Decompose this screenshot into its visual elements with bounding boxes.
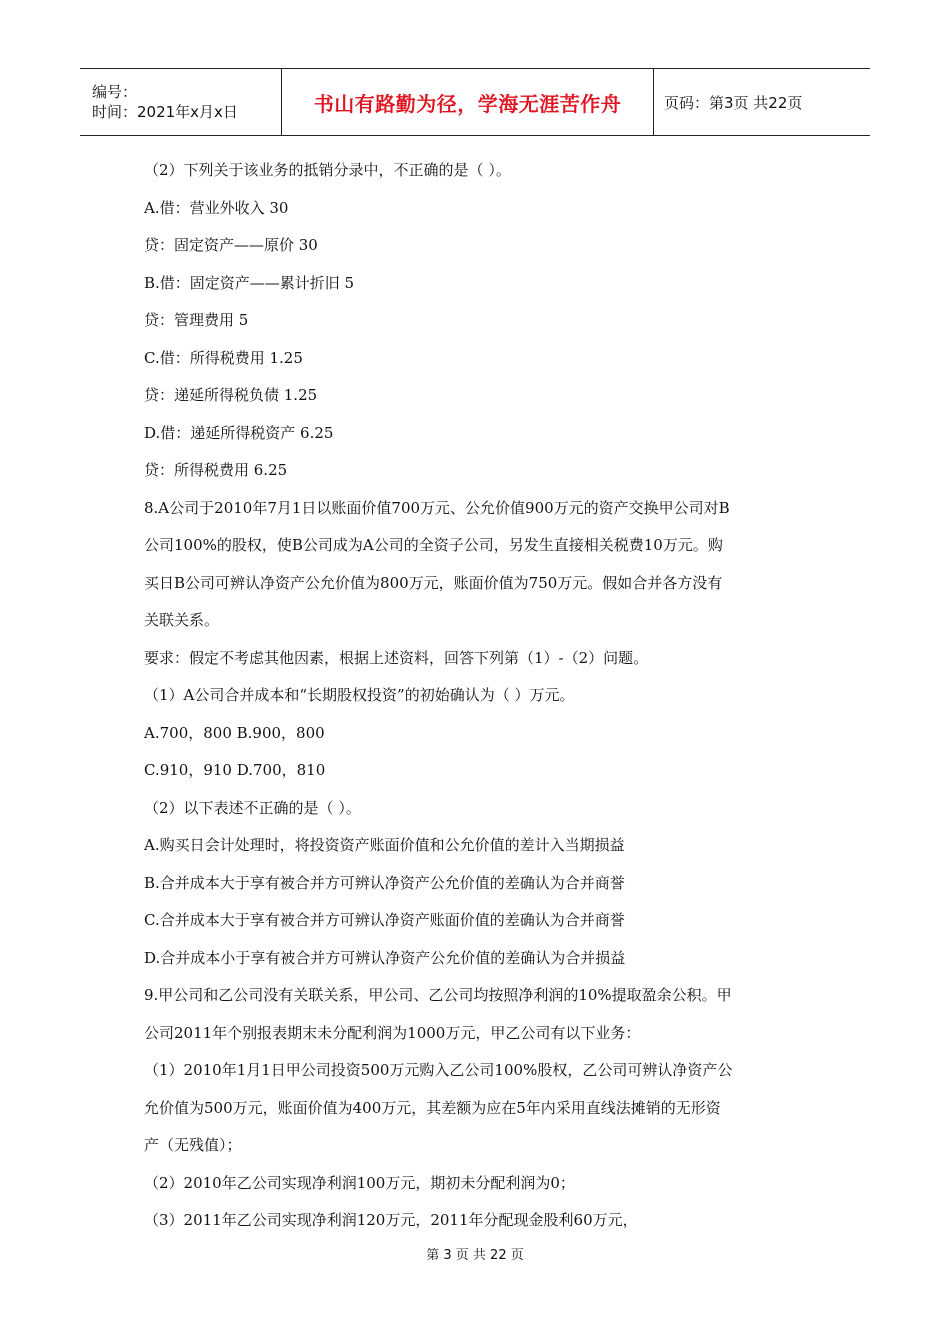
number-label: 编号： xyxy=(92,83,138,101)
text-line: 贷：递延所得税负债 1.25 xyxy=(144,386,318,404)
text-line: B.合并成本大于享有被合并方可辨认净资产公允价值的差确认为合并商誉 xyxy=(144,873,625,892)
text-line: 贷：所得税费用 6.25 xyxy=(144,461,288,479)
text-line: B.借：固定资产——累计折旧 5 xyxy=(144,273,355,292)
document-body xyxy=(144,152,814,1240)
date-label: 时间：2021年x月x日 xyxy=(92,103,238,121)
text-line: 贷：管理费用 5 xyxy=(144,311,249,329)
text-line: （2）下列关于该业务的抵销分录中，不正确的是（ ）。 xyxy=(144,161,511,179)
text-line: 公司100%的股权，使B公司成为A公司的全资子公司，另发生直接相关税费10万元。购 xyxy=(144,536,723,554)
text-line: A.700，800 B.900，800 xyxy=(144,723,325,742)
text-line: （2）以下表述不正确的是（ ）。 xyxy=(144,798,361,817)
text-line: C.910，910 D.700，810 xyxy=(144,761,326,779)
text-line: A.购买日会计处理时，将投资资产账面价值和公允价值的差计入当期损益 xyxy=(144,836,625,854)
text-line: （1）A公司合并成本和“长期股权投资”的初始确认为（ ）万元。 xyxy=(144,686,575,704)
page-info-text: 页码：第3页 共22页 xyxy=(664,93,803,112)
text-line: 产（无残值）； xyxy=(144,1136,242,1154)
text-line: （1）2010年1月1日甲公司投资500万元购入乙公司100%股权，乙公司可辨认净资产公 xyxy=(144,1061,733,1079)
header-meta xyxy=(80,69,282,135)
text-line: （3）2011年乙公司实现净利润120万元，2011年分配现金股利60万元， xyxy=(144,1211,638,1229)
header-motto xyxy=(282,69,654,135)
text-line: 要求：假定不考虑其他因素，根据上述资料，回答下列第（1）-（2）问题。 xyxy=(144,648,649,667)
text-line: 贷：固定资产——原价 30 xyxy=(144,236,318,254)
text-line: C.合并成本大于享有被合并方可辨认净资产账面价值的差确认为合并商誉 xyxy=(144,911,625,929)
header-page-info xyxy=(654,69,870,135)
page-header xyxy=(80,68,870,136)
text-line: A.借：营业外收入 30 xyxy=(144,198,289,217)
text-line: D.借：递延所得税资产 6.25 xyxy=(144,423,334,442)
text-line: 公司2011年个别报表期末未分配利润为1000万元，甲乙公司有以下业务： xyxy=(144,1023,641,1042)
motto-text: 书山有路勤为径，学海无涯苦作舟 xyxy=(313,91,622,116)
text-line: 允价值为500万元，账面价值为400万元，其差额为应在5年内采用直线法摊销的无形资 xyxy=(144,1098,721,1117)
text-line: 买日B公司可辨认净资产公允价值为800万元，账面价值为750万元。假如合并各方没有 xyxy=(144,573,723,592)
text-line: 关联关系。 xyxy=(144,611,220,629)
text-line: D.合并成本小于享有被合并方可辨认净资产公允价值的差确认为合并损益 xyxy=(144,948,626,967)
page-footer: 第 3 页 共 22 页 xyxy=(426,1248,524,1263)
text-line: 8.A公司于2010年7月1日以账面价值700万元、公允价值900万元的资产交换甲公司对B xyxy=(144,498,730,517)
text-line: 9.甲公司和乙公司没有关联关系，甲公司、乙公司均按照净利润的10%提取盈余公积。甲 xyxy=(144,986,732,1004)
text-line: C.借：所得税费用 1.25 xyxy=(144,348,303,367)
text-line: （2）2010年乙公司实现净利润100万元，期初未分配利润为0； xyxy=(144,1173,575,1192)
